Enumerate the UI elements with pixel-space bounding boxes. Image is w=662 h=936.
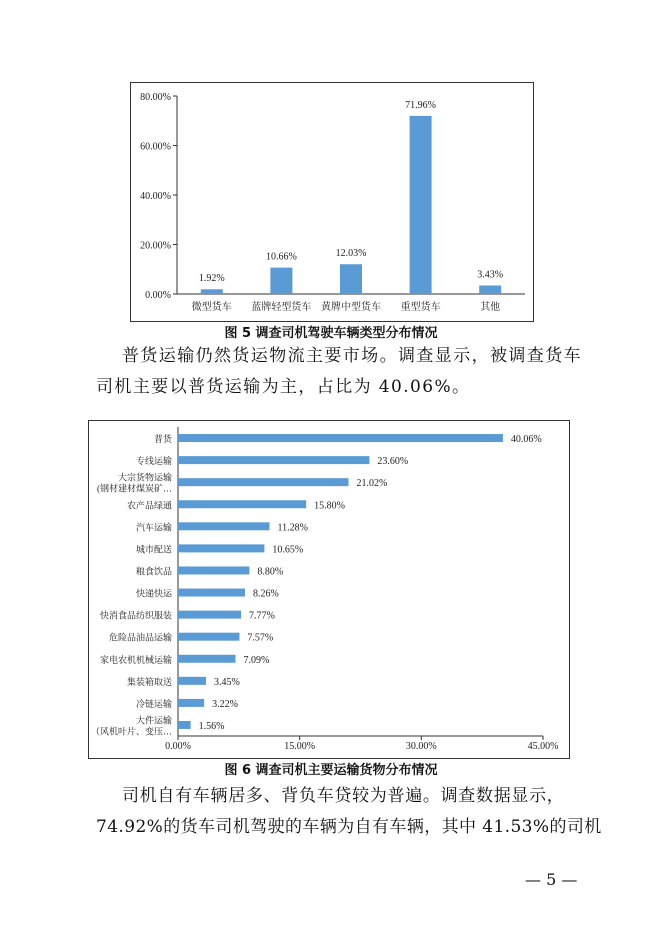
y-tick-label: 冷链运输 — [135, 698, 172, 709]
data-label: 12.03% — [335, 248, 367, 260]
data-label: 1.92% — [198, 273, 225, 285]
y-tick-label: 大宗货物运输 — [117, 472, 172, 483]
bar — [178, 721, 191, 729]
y-tick-label: 城市配送 — [135, 544, 172, 555]
x-tick-label: 其他 — [480, 302, 501, 313]
bar — [178, 500, 306, 508]
bar — [178, 456, 369, 464]
paragraph-2-line-2: 74.92%的货车司机驾驶的车辆为自有车辆，其中 41.53%的司机 — [96, 817, 602, 837]
x-tick-label: 黄牌中型货车 — [321, 302, 381, 313]
y-tick-label: 80.00% — [140, 92, 171, 103]
x-tick-label: 45.00% — [527, 741, 559, 752]
data-label: 15.80% — [314, 500, 345, 512]
x-tick-label: 微型货车 — [191, 302, 232, 313]
y-tick-label: 汽车运输 — [135, 522, 172, 533]
figure5-caption: 图 5 调查司机驾驶车辆类型分布情况 — [224, 326, 438, 341]
y-tick-label: 0.00% — [145, 290, 171, 301]
y-tick-label: 20.00% — [140, 240, 171, 252]
data-label: 10.65% — [272, 544, 304, 556]
figure5-bar-chart — [131, 83, 533, 321]
y-tick-label: 家电农机机械运输 — [99, 654, 172, 665]
data-label: 1.56% — [198, 720, 225, 732]
y-tick-label: 40.00% — [140, 191, 171, 202]
y-tick-label: 60.00% — [140, 141, 171, 153]
x-tick-label: 30.00% — [405, 741, 437, 752]
paragraph-1 — [96, 341, 582, 403]
bar — [479, 286, 501, 294]
paragraph-1-line-2: 司机主要以普货运输为主，占比为 40.06%。 — [96, 377, 471, 397]
y-tick-label: 大件运输 — [135, 715, 172, 726]
bar — [178, 478, 348, 486]
y-tick-label: 危险品油品运输 — [108, 632, 172, 643]
paragraph-2 — [96, 781, 602, 843]
data-label: 8.80% — [257, 566, 284, 578]
data-label: 71.96% — [405, 99, 437, 111]
data-label: 3.22% — [212, 698, 238, 710]
x-tick-label: 0.00% — [165, 741, 191, 752]
y-tick-label: 集装箱取送 — [126, 676, 172, 687]
bar — [178, 655, 236, 663]
data-label: 21.02% — [356, 478, 388, 490]
data-label: 8.26% — [252, 588, 279, 600]
bar — [340, 264, 362, 294]
bar — [178, 522, 269, 530]
bar — [270, 268, 292, 294]
figure5-chart-frame — [130, 82, 534, 322]
y-tick-label: 快递快运 — [135, 588, 172, 599]
figure6-bar-chart — [89, 421, 569, 758]
bar — [178, 611, 241, 619]
y-tick-label: 粮食饮品 — [135, 566, 172, 577]
bar — [178, 633, 239, 641]
data-label: 3.45% — [213, 676, 240, 688]
figure6-caption: 图 6 调查司机主要运输货物分布情况 — [224, 763, 438, 778]
data-label: 40.06% — [510, 434, 542, 446]
y-tick-label: 普货 — [153, 434, 172, 445]
data-label: 11.28% — [277, 522, 308, 534]
bar — [201, 289, 223, 294]
data-label: 3.43% — [477, 269, 504, 281]
data-label: 23.60% — [377, 456, 409, 468]
y-tick-label: 农产品绿通 — [126, 500, 172, 511]
page-number: — 5 — — [525, 870, 578, 889]
bar — [178, 434, 503, 442]
figure6-chart-frame — [88, 420, 570, 759]
x-tick-label: 重型货车 — [400, 302, 441, 313]
y-tick-label: 专线运输 — [135, 456, 172, 467]
bar — [178, 677, 206, 685]
data-label: 7.09% — [243, 654, 270, 666]
y-tick-label: 快消食品纺织服装 — [99, 610, 172, 621]
bar — [178, 699, 204, 707]
x-tick-label: 15.00% — [284, 741, 316, 752]
bar — [178, 566, 249, 574]
paragraph-1-line-1: 普货运输仍然货运物流主要市场。调查显示，被调查货车 — [122, 346, 582, 366]
data-label: 7.77% — [249, 610, 275, 622]
y-tick-label: (钢材建材煤炭矿… — [97, 483, 172, 494]
data-label: 7.57% — [247, 632, 274, 644]
y-tick-label: （风机叶片、变压… — [90, 726, 172, 737]
bar — [178, 544, 264, 552]
bar — [178, 589, 245, 597]
data-label: 10.66% — [265, 251, 297, 263]
bar — [410, 116, 432, 294]
paragraph-2-line-1: 司机自有车辆居多、背负车贷较为普遍。调查数据显示， — [122, 786, 565, 806]
x-tick-label: 蓝牌轻型货车 — [251, 302, 312, 313]
